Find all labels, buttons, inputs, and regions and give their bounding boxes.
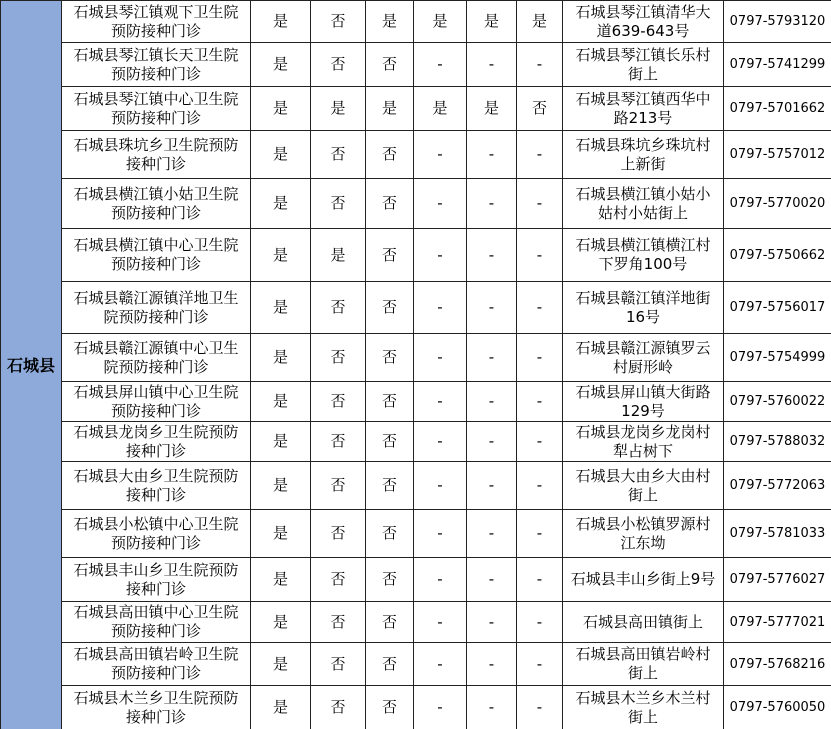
phone-cell: 0797-5750662 <box>724 229 831 282</box>
address-line-1: 石城县横江镇横江村 <box>575 236 711 254</box>
service-flag-5: - <box>467 282 517 334</box>
service-flag-6: - <box>517 282 563 334</box>
clinic-name-cell <box>62 602 251 643</box>
clinic-name-line-1: 石城县赣江源镇洋地卫生 <box>73 288 239 307</box>
address-cell <box>563 229 724 282</box>
service-flag-5: - <box>467 43 517 87</box>
address-line-1: 石城县琴江镇清华大 <box>575 2 711 21</box>
county-name-cell: 石城县 <box>1 1 62 729</box>
clinic-name-cell <box>62 43 251 87</box>
table-row <box>1 1 831 43</box>
service-flag-4: - <box>414 43 467 87</box>
service-flag-3: 否 <box>366 422 414 462</box>
address-cell <box>563 282 724 334</box>
table-row <box>1 87 831 131</box>
phone-cell: 0797-5788032 <box>724 422 831 462</box>
clinic-name-line-1: 石城县横江镇小姑卫生院 <box>73 184 239 203</box>
clinic-name-cell <box>62 643 251 686</box>
service-flag-3: 否 <box>366 602 414 643</box>
service-flag-4: - <box>414 334 467 382</box>
address-line-2: 村厨形岭 <box>612 357 673 376</box>
address-line-1: 石城县琴江镇西华中 <box>575 89 711 108</box>
service-flag-4: - <box>414 131 467 179</box>
clinic-name-line-2: 接种门诊 <box>125 485 186 504</box>
service-flag-5: - <box>467 462 517 510</box>
address-line-1: 石城县大由乡大由村 <box>575 466 711 485</box>
address-cell <box>563 1 724 43</box>
service-flag-6: - <box>517 510 563 558</box>
service-flag-6: - <box>517 462 563 510</box>
clinic-name-line-2: 接种门诊 <box>125 707 186 726</box>
service-flag-1: 是 <box>251 131 311 179</box>
clinic-name-cell <box>62 131 251 179</box>
service-flag-4: - <box>414 510 467 558</box>
clinic-name-cell <box>62 462 251 510</box>
service-flag-5: - <box>467 179 517 229</box>
service-flag-4: - <box>414 602 467 643</box>
address-line-1: 石城县小松镇罗源村 <box>575 514 711 533</box>
service-flag-3: 否 <box>366 282 414 334</box>
service-flag-5: - <box>467 229 517 282</box>
service-flag-2: 否 <box>311 643 366 686</box>
service-flag-1: 是 <box>251 422 311 462</box>
clinic-name-line-2: 院预防接种门诊 <box>103 307 209 326</box>
service-flag-2: 否 <box>311 558 366 602</box>
table-row <box>1 43 831 87</box>
clinic-name-line-2: 预防接种门诊 <box>110 203 201 222</box>
service-flag-2: 否 <box>311 282 366 334</box>
service-flag-4: 是 <box>414 87 467 131</box>
address-line-1: 石城县龙岗乡龙岗村 <box>575 422 711 441</box>
address-cell <box>563 558 724 602</box>
service-flag-1: 是 <box>251 43 311 87</box>
address-line-2: 街上 <box>627 707 658 726</box>
clinic-name-cell <box>62 422 251 462</box>
address-cell <box>563 131 724 179</box>
service-flag-1: 是 <box>251 686 311 729</box>
address-line-2: 姑村小姑街上 <box>597 203 688 222</box>
service-flag-5: - <box>467 131 517 179</box>
address-cell <box>563 422 724 462</box>
service-flag-6: - <box>517 602 563 643</box>
service-flag-6: 是 <box>517 1 563 43</box>
clinic-name-cell <box>62 382 251 422</box>
address-line-1: 石城县琴江镇长乐村 <box>575 45 711 64</box>
phone-cell: 0797-5772063 <box>724 462 831 510</box>
address-line-2: 街上 <box>627 64 658 83</box>
clinic-name-line-1: 石城县小松镇中心卫生院 <box>73 514 239 533</box>
service-flag-6: 否 <box>517 87 563 131</box>
service-flag-5: 是 <box>467 87 517 131</box>
table-body <box>1 1 831 729</box>
clinic-name-line-1: 石城县高田镇岩岭卫生院 <box>73 645 239 663</box>
service-flag-6: - <box>517 131 563 179</box>
clinic-name-line-1: 石城县木兰乡卫生院预防 <box>73 688 239 707</box>
address-line-1: 石城县高田镇岩岭村 <box>575 645 711 663</box>
service-flag-4: - <box>414 382 467 422</box>
service-flag-2: 否 <box>311 334 366 382</box>
service-flag-4: - <box>414 686 467 729</box>
table-row <box>1 334 831 382</box>
service-flag-1: 是 <box>251 643 311 686</box>
service-flag-6: - <box>517 643 563 686</box>
service-flag-1: 是 <box>251 282 311 334</box>
clinic-name-line-2: 预防接种门诊 <box>110 108 201 127</box>
clinic-name-line-1: 石城县丰山乡卫生院预防 <box>73 560 239 579</box>
address-line-2: 道639-643号 <box>596 21 690 40</box>
service-flag-3: 否 <box>366 510 414 558</box>
clinic-name-line-2: 接种门诊 <box>125 154 186 173</box>
service-flag-4: - <box>414 643 467 686</box>
clinic-name-line-2: 预防接种门诊 <box>110 533 201 552</box>
clinic-name-line-1: 石城县琴江镇观下卫生院 <box>73 2 239 21</box>
service-flag-3: 否 <box>366 229 414 282</box>
clinic-name-line-1: 石城县横江镇中心卫生院 <box>73 236 239 254</box>
address-cell <box>563 87 724 131</box>
address-line-1: 石城县珠坑乡珠坑村 <box>575 135 711 154</box>
table-row <box>1 422 831 462</box>
table-row <box>1 229 831 282</box>
service-flag-6: - <box>517 558 563 602</box>
address-line-1: 石城县赣江镇洋地街 <box>575 288 711 307</box>
clinic-name-cell <box>62 334 251 382</box>
clinic-name-cell <box>62 510 251 558</box>
phone-cell: 0797-5770020 <box>724 179 831 229</box>
service-flag-1: 是 <box>251 179 311 229</box>
phone-cell: 0797-5781033 <box>724 510 831 558</box>
service-flag-5: - <box>467 558 517 602</box>
service-flag-5: - <box>467 510 517 558</box>
clinic-name-cell <box>62 1 251 43</box>
phone-cell: 0797-5760050 <box>724 686 831 729</box>
service-flag-2: 否 <box>311 422 366 462</box>
clinic-name-line-1: 石城县琴江镇中心卫生院 <box>73 89 239 108</box>
service-flag-5: - <box>467 686 517 729</box>
service-flag-3: 否 <box>366 179 414 229</box>
service-flag-5: - <box>467 602 517 643</box>
service-flag-3: 否 <box>366 131 414 179</box>
clinic-name-line-2: 接种门诊 <box>125 579 186 598</box>
service-flag-3: 否 <box>366 686 414 729</box>
clinic-name-cell <box>62 229 251 282</box>
service-flag-2: 是 <box>311 87 366 131</box>
service-flag-4: - <box>414 179 467 229</box>
service-flag-5: 是 <box>467 1 517 43</box>
service-flag-1: 是 <box>251 1 311 43</box>
service-flag-5: - <box>467 334 517 382</box>
service-flag-4: - <box>414 558 467 602</box>
service-flag-1: 是 <box>251 87 311 131</box>
service-flag-4: 是 <box>414 1 467 43</box>
table-row <box>1 462 831 510</box>
service-flag-3: 否 <box>366 334 414 382</box>
service-flag-3: 是 <box>366 1 414 43</box>
service-flag-6: - <box>517 179 563 229</box>
table-row <box>1 602 831 643</box>
clinic-name-cell <box>62 282 251 334</box>
address-cell <box>563 334 724 382</box>
service-flag-2: 否 <box>311 43 366 87</box>
address-cell <box>563 382 724 422</box>
phone-cell: 0797-5741299 <box>724 43 831 87</box>
service-flag-2: 否 <box>311 602 366 643</box>
service-flag-3: 是 <box>366 87 414 131</box>
service-flag-2: 否 <box>311 510 366 558</box>
clinic-name-line-1: 石城县屏山镇中心卫生院 <box>73 382 239 401</box>
clinic-name-cell <box>62 558 251 602</box>
service-flag-2: 否 <box>311 1 366 43</box>
phone-cell: 0797-5754999 <box>724 334 831 382</box>
service-flag-4: - <box>414 462 467 510</box>
clinic-name-cell <box>62 87 251 131</box>
service-flag-3: 否 <box>366 382 414 422</box>
service-flag-2: 否 <box>311 131 366 179</box>
service-flag-4: - <box>414 229 467 282</box>
service-flag-5: - <box>467 382 517 422</box>
clinic-name-line-1: 石城县大由乡卫生院预防 <box>73 466 239 485</box>
clinic-name-line-1: 石城县珠坑乡卫生院预防 <box>73 135 239 154</box>
clinic-name-cell <box>62 686 251 729</box>
phone-cell: 0797-5701662 <box>724 87 831 131</box>
service-flag-1: 是 <box>251 510 311 558</box>
service-flag-4: - <box>414 422 467 462</box>
address-line-1: 石城县横江镇小姑小 <box>575 184 711 203</box>
table-row <box>1 643 831 686</box>
address-line-2: 下罗角100号 <box>598 255 688 273</box>
service-flag-6: - <box>517 334 563 382</box>
address-cell <box>563 179 724 229</box>
service-flag-6: - <box>517 422 563 462</box>
clinic-name-line-2: 接种门诊 <box>125 441 186 460</box>
clinic-name-line-1: 石城县龙岗乡卫生院预防 <box>73 422 239 441</box>
service-flag-2: 否 <box>311 179 366 229</box>
table-row <box>1 558 831 602</box>
phone-cell: 0797-5760022 <box>724 382 831 422</box>
table-row <box>1 686 831 729</box>
clinic-name-line-2: 预防接种门诊 <box>110 21 201 40</box>
service-flag-1: 是 <box>251 602 311 643</box>
address-line-2: 街上 <box>627 485 658 504</box>
phone-cell: 0797-5768216 <box>724 643 831 686</box>
table-row <box>1 282 831 334</box>
service-flag-2: 是 <box>311 229 366 282</box>
address-cell <box>563 462 724 510</box>
address-line-2: 16号 <box>625 307 661 326</box>
service-flag-5: - <box>467 422 517 462</box>
service-flag-3: 否 <box>366 643 414 686</box>
table-row <box>1 179 831 229</box>
service-flag-1: 是 <box>251 334 311 382</box>
phone-cell: 0797-5793120 <box>724 1 831 43</box>
address-line-1: 石城县丰山乡街上9号 <box>570 570 716 588</box>
address-cell <box>563 602 724 643</box>
service-flag-1: 是 <box>251 229 311 282</box>
address-line-2: 犁占树下 <box>612 441 673 460</box>
clinic-name-line-1: 石城县琴江镇长天卫生院 <box>73 45 239 64</box>
clinic-name-line-1: 石城县高田镇中心卫生院 <box>73 603 239 621</box>
address-line-1: 石城县高田镇街上 <box>582 612 703 631</box>
service-flag-6: - <box>517 382 563 422</box>
address-line-1: 石城县赣江源镇罗云 <box>575 338 711 357</box>
clinic-name-line-2: 预防接种门诊 <box>110 255 201 273</box>
clinic-name-line-2: 预防接种门诊 <box>110 401 201 420</box>
service-flag-3: 否 <box>366 43 414 87</box>
table-row <box>1 510 831 558</box>
service-flag-4: - <box>414 282 467 334</box>
service-flag-6: - <box>517 229 563 282</box>
clinic-name-line-2: 预防接种门诊 <box>110 664 201 682</box>
address-line-2: 江东坳 <box>620 533 666 552</box>
address-cell <box>563 43 724 87</box>
phone-cell: 0797-5777021 <box>724 602 831 643</box>
service-flag-3: 否 <box>366 462 414 510</box>
service-flag-2: 否 <box>311 462 366 510</box>
phone-cell: 0797-5756017 <box>724 282 831 334</box>
service-flag-5: - <box>467 643 517 686</box>
address-line-1: 石城县屏山镇大街路 <box>575 382 711 401</box>
service-flag-6: - <box>517 43 563 87</box>
address-line-2: 路213号 <box>613 108 673 127</box>
address-line-2: 上新街 <box>620 154 666 173</box>
address-line-2: 街上 <box>627 664 658 682</box>
phone-cell: 0797-5776027 <box>724 558 831 602</box>
clinic-name-line-1: 石城县赣江源镇中心卫生 <box>73 338 239 357</box>
service-flag-1: 是 <box>251 382 311 422</box>
service-flag-3: 否 <box>366 558 414 602</box>
service-flag-2: 否 <box>311 382 366 422</box>
address-cell <box>563 510 724 558</box>
service-flag-1: 是 <box>251 462 311 510</box>
service-flag-1: 是 <box>251 558 311 602</box>
clinic-name-line-2: 预防接种门诊 <box>110 622 201 640</box>
phone-cell: 0797-5757012 <box>724 131 831 179</box>
table-row <box>1 382 831 422</box>
service-flag-6: - <box>517 686 563 729</box>
table-row <box>1 131 831 179</box>
clinic-name-line-2: 预防接种门诊 <box>110 64 201 83</box>
clinic-name-line-2: 院预防接种门诊 <box>103 357 209 376</box>
address-line-2: 129号 <box>621 401 665 420</box>
clinic-name-cell <box>62 179 251 229</box>
service-flag-2: 否 <box>311 686 366 729</box>
address-cell <box>563 686 724 729</box>
address-line-1: 石城县木兰乡木兰村 <box>575 688 711 707</box>
address-cell <box>563 643 724 686</box>
